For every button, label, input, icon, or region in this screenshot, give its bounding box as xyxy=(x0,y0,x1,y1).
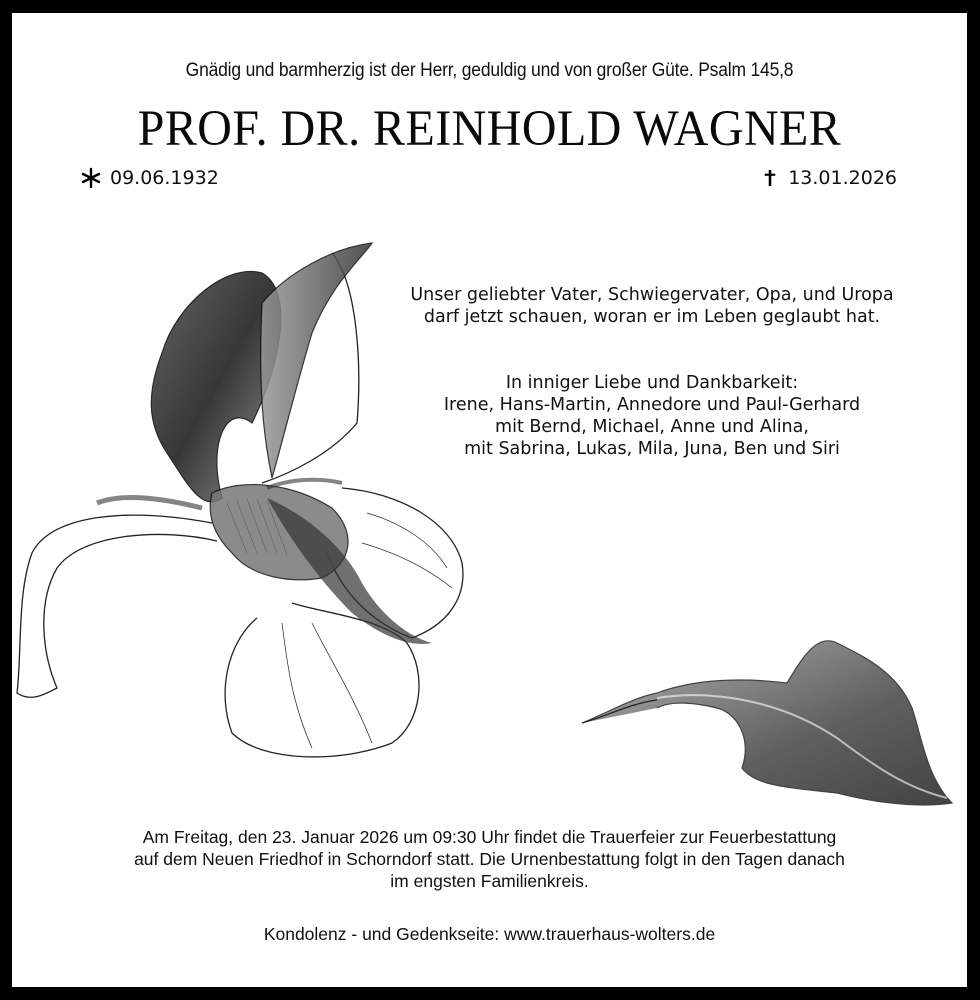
fallen-petal-drawing xyxy=(577,628,957,828)
cross-death-icon xyxy=(764,167,780,189)
mourners-line: mit Bernd, Michael, Anne und Alina, xyxy=(495,417,809,437)
mourners-line: Irene, Hans-Martin, Annedore und Paul-Gerhard xyxy=(443,395,861,415)
deceased-name: PROF. DR. REINHOLD WAGNER xyxy=(137,101,842,157)
ceremony-line: Am Freitag, den 23. Januar 2026 um 09:30 Uhr findet die Trauerfeier zur Feuerbestattung xyxy=(142,827,837,847)
psalm-motto: Gnädig und barmherzig ist der Herr, geduldig und von großer Güte. Psalm 145,8 xyxy=(185,60,794,81)
death-date-row xyxy=(764,167,897,189)
tribute-line: Unser geliebter Vater, Schwiegervater, Opa, und Uropa xyxy=(410,285,894,305)
star-birth-icon xyxy=(80,167,102,189)
birth-date: 09.06.1932 xyxy=(110,167,219,189)
birth-date-row xyxy=(80,167,219,189)
mourners-intro: In inniger Liebe und Dankbarkeit: xyxy=(505,373,799,393)
ceremony-line: im engsten Familienkreis. xyxy=(390,871,589,891)
obituary-card xyxy=(12,13,967,987)
death-date: 13.01.2026 xyxy=(788,167,897,189)
mourners-line: mit Sabrina, Lukas, Mila, Juna, Ben und Siri xyxy=(464,439,840,459)
family-message xyxy=(392,284,912,460)
tribute-line: darf jetzt schauen, woran er im Leben geglaubt hat. xyxy=(423,307,881,327)
ceremony-line: auf dem Neuen Friedhof in Schorndorf statt. Die Urnenbestattung folgt in den Tagen danach xyxy=(134,849,845,869)
condolence-website: Kondolenz - und Gedenkseite: www.trauerhaus-wolters.de xyxy=(263,924,716,944)
ceremony-info xyxy=(42,826,937,892)
